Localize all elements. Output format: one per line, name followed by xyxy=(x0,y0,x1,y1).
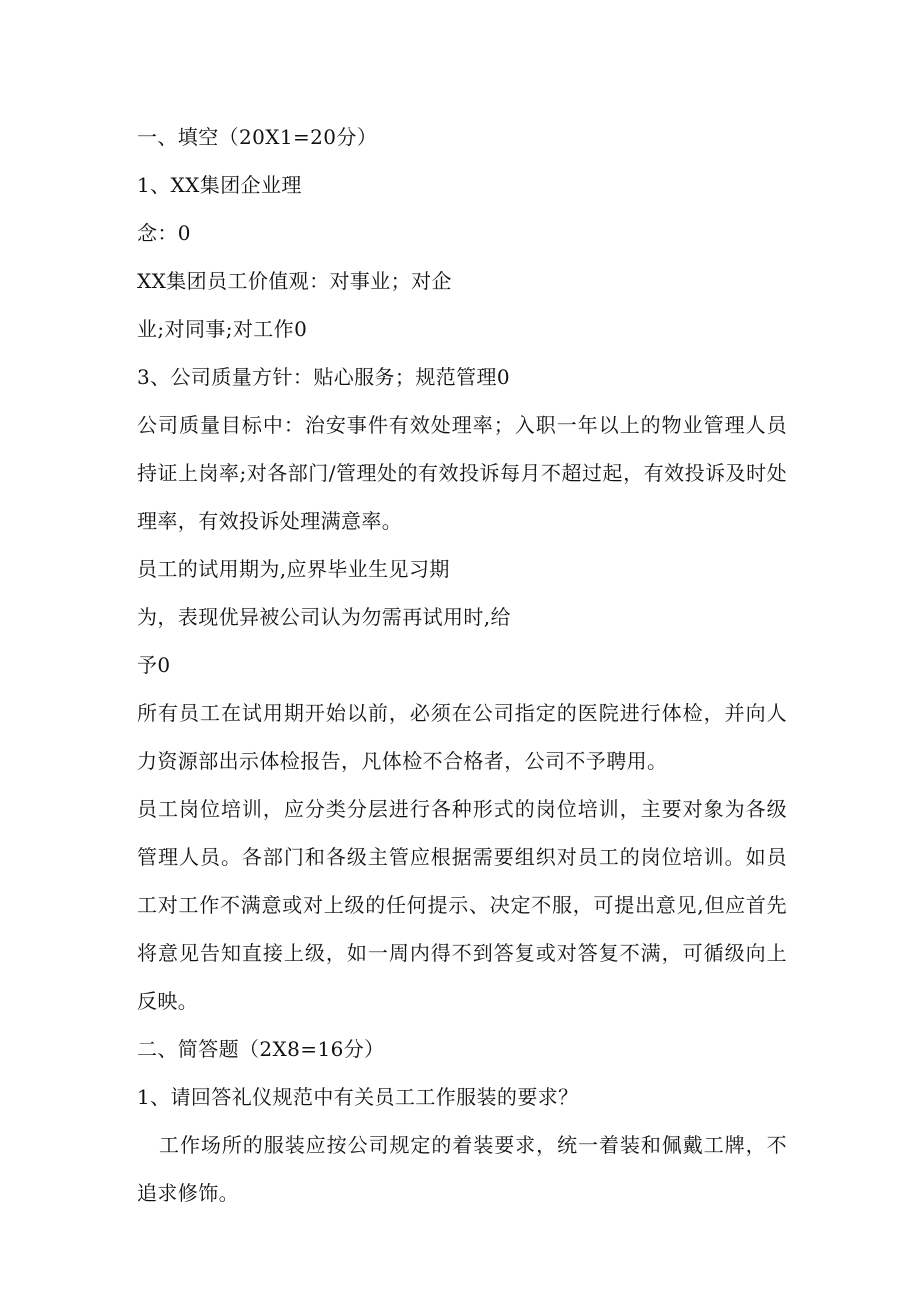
paragraph-training: 员工岗位培训，应分类分层进行各种形式的岗位培训，主要对象为各级管理人员。各部门和各级主管应根据需要组织对员工的岗位培训。如员工对工作不满意或对上级的任何提示、决定不服，可提出意见,但应首先将意见告知直接上级，如一周内得不到答复或对答复不满，可循级向上反映。 xyxy=(137,797,787,1013)
question-line: 为，表现优异被公司认为勿需再试用时,给 xyxy=(137,605,511,629)
question-line: 予0 xyxy=(137,653,171,677)
section-heading-short-answer: 二、简答题（2X8=16分） xyxy=(137,1037,385,1061)
question-line: XX集团员工价值观：对事业；对企 xyxy=(137,269,452,293)
paragraph-health-check: 所有员工在试用期开始以前，必须在公司指定的医院进行体检，并向人力资源部出示体检报告，凡体检不合格者，公司不予聘用。 xyxy=(137,701,787,773)
question-line: 1、请回答礼仪规范中有关员工工作服装的要求？ xyxy=(137,1085,579,1109)
section-heading-fill-blank: 一、填空（20X1=20分） xyxy=(137,125,378,149)
question-line: 员工的试用期为,应界毕业生见习期 xyxy=(137,557,450,581)
question-line: 念：0 xyxy=(137,221,191,245)
question-line: 3、公司质量方针：贴心服务；规范管理0 xyxy=(137,365,511,389)
question-line: 业;对同事;对工作0 xyxy=(137,317,308,341)
paragraph-quality-goals: 公司质量目标中：治安事件有效处理率；入职一年以上的物业管理人员持证上岗率;对各部门/管理处的有效投诉每月不超过起，有效投诉及时处理率，有效投诉处理满意率。 xyxy=(137,413,787,533)
question-line: 1、XX集团企业理 xyxy=(137,173,302,197)
document-body xyxy=(137,113,787,1217)
answer-paragraph: 工作场所的服装应按公司规定的着装要求，统一着装和佩戴工牌，不追求修饰。 xyxy=(137,1133,787,1205)
